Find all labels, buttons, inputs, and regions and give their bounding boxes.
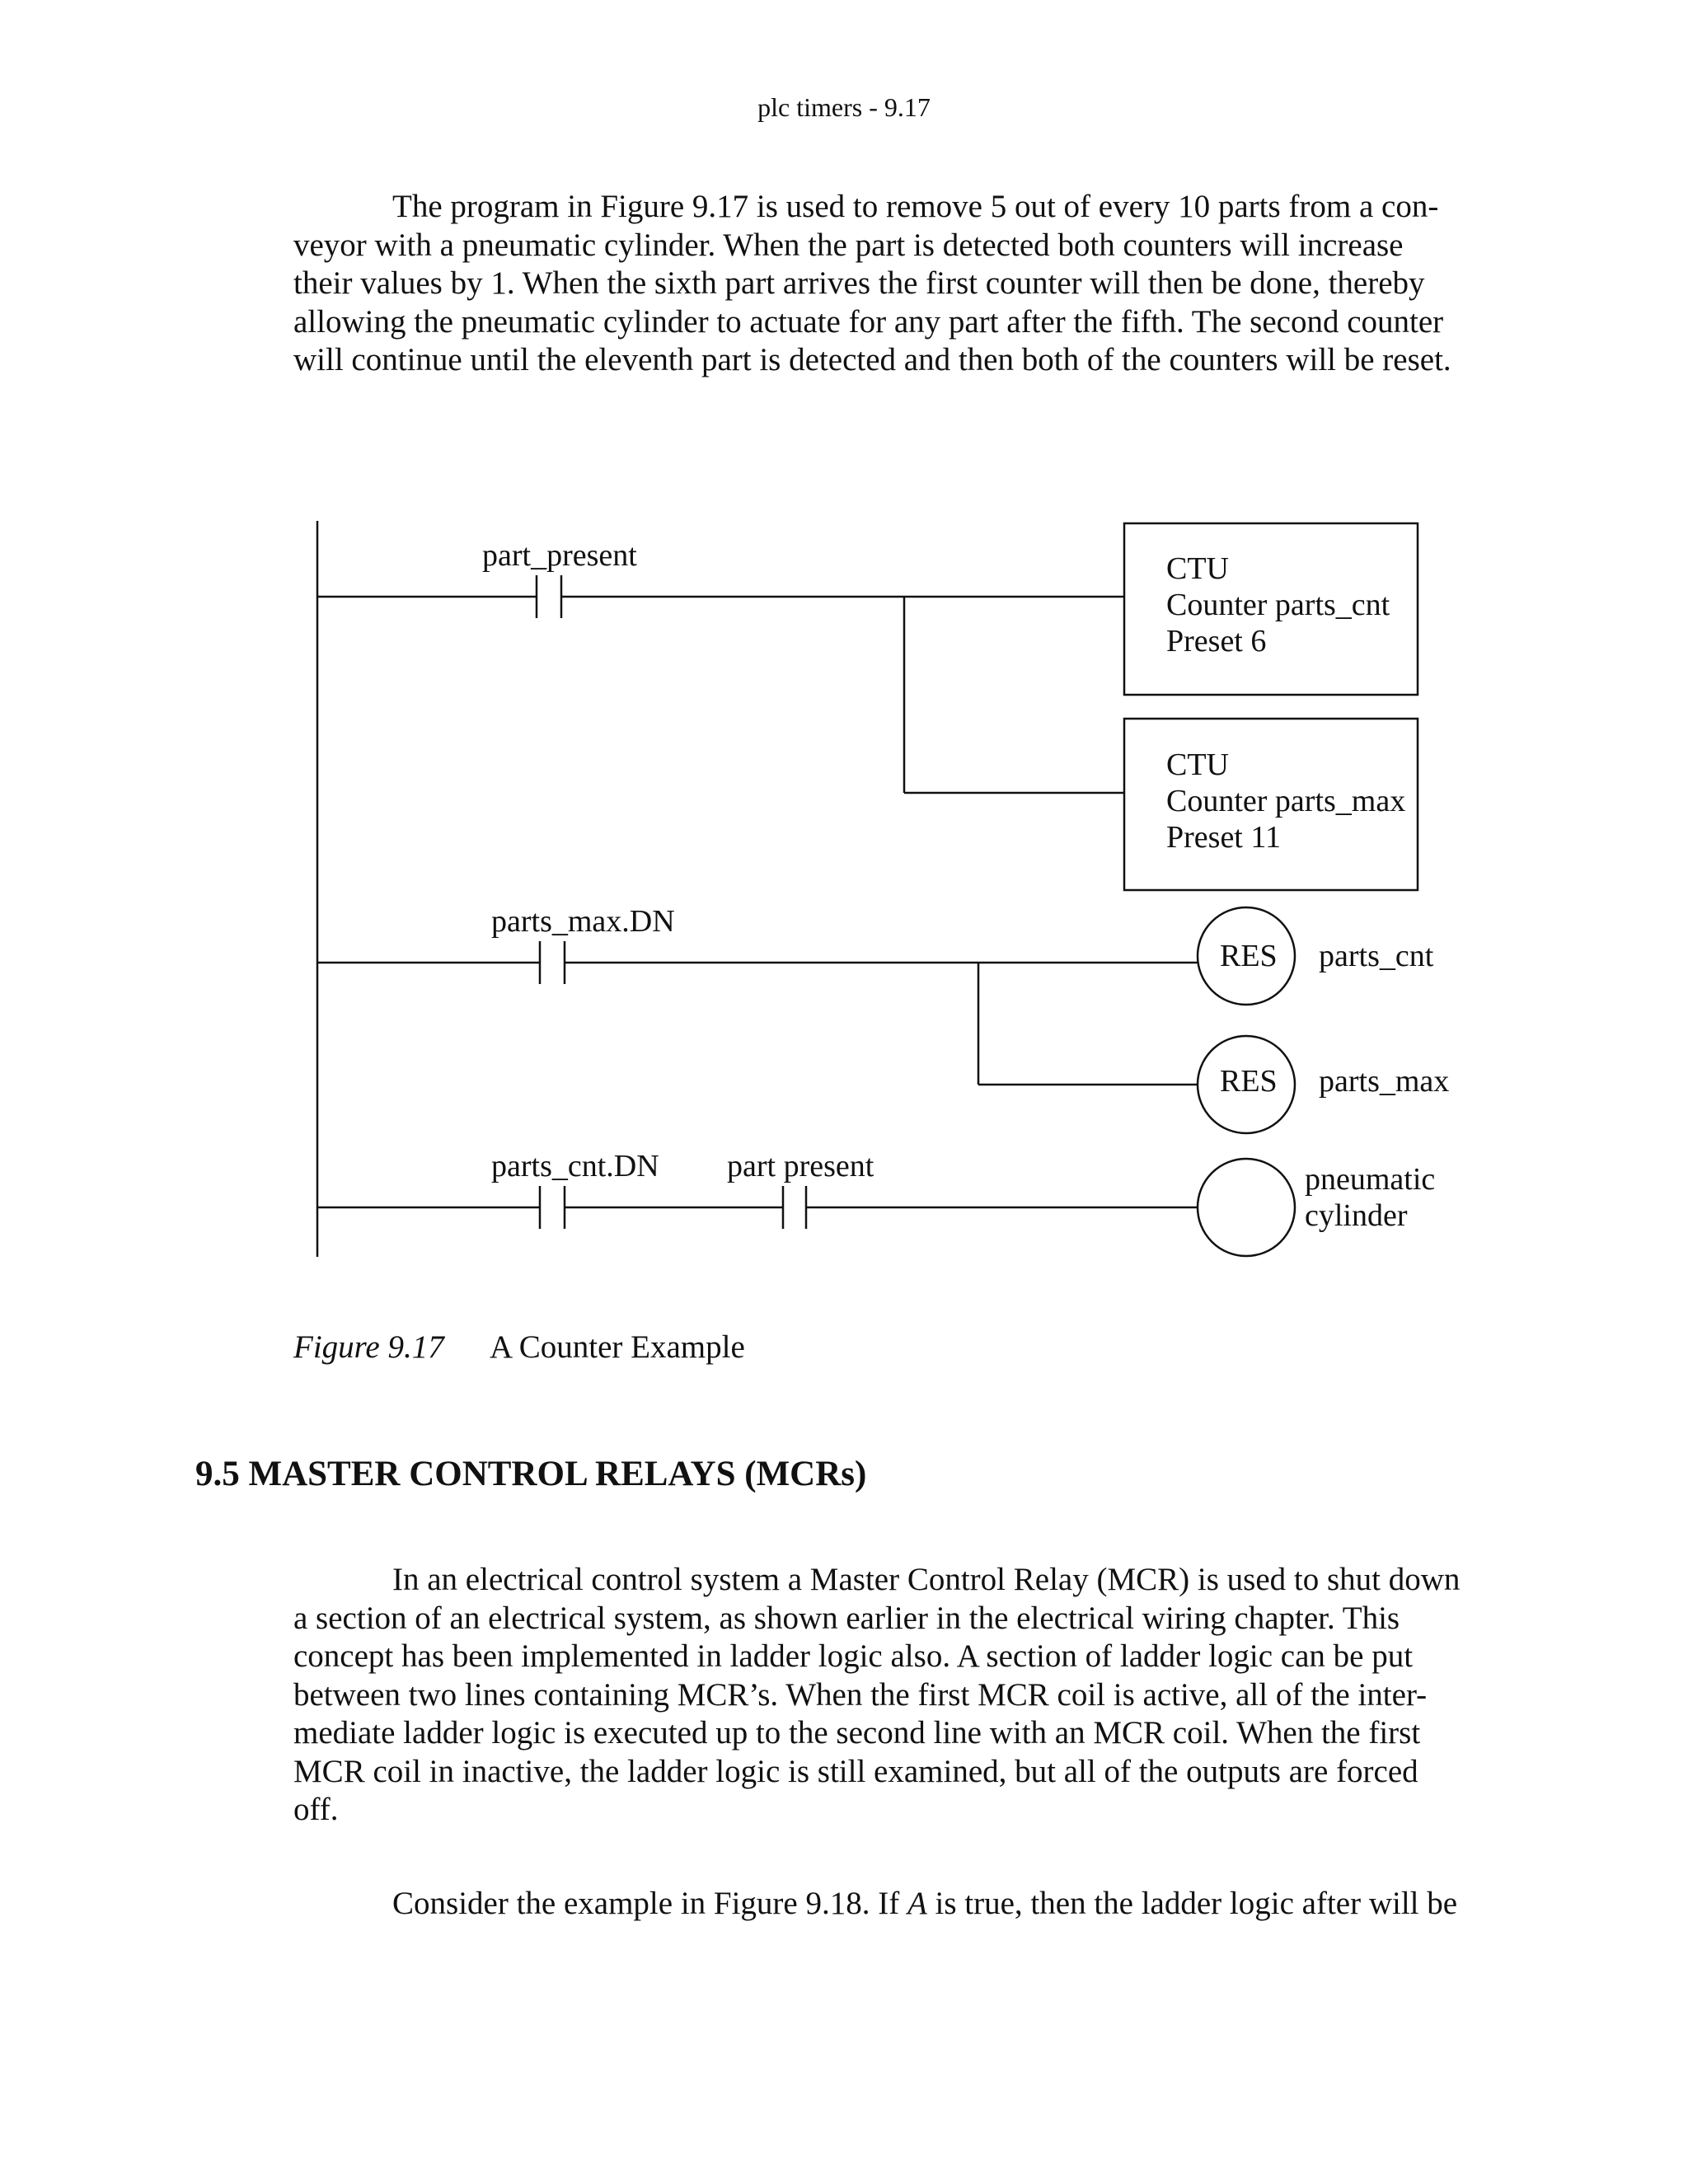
ctu1-preset: Preset 6 bbox=[1166, 624, 1267, 658]
consider-paragraph bbox=[293, 1885, 1480, 1924]
mcr-line-7: off. bbox=[293, 1792, 339, 1827]
mcr-line-4: between two lines containing MCR’s. When the first MCR coil is active, all of the inter- bbox=[293, 1676, 1428, 1713]
ctu1-counter: Counter parts_cnt bbox=[1166, 588, 1390, 622]
res1-label: RES bbox=[1220, 939, 1278, 973]
intro-line-4: allowing the pneumatic cylinder to actuate for any part after the fifth. The second counter bbox=[293, 303, 1444, 340]
mcr-line-1: In an electrical control system a Master Control Relay (MCR) is used to shut down bbox=[392, 1562, 1461, 1597]
label-part-present-2: part present bbox=[727, 1149, 874, 1183]
output-label-line2: cylinder bbox=[1305, 1198, 1408, 1233]
figure-title: A Counter Example bbox=[490, 1329, 745, 1365]
mcr-line-6: MCR coil in inactive, the ladder logic is still examined, but all of the outputs are forced bbox=[293, 1753, 1418, 1789]
res1-tag: parts_cnt bbox=[1319, 939, 1434, 973]
output-label-line1: pneumatic bbox=[1305, 1162, 1436, 1197]
output-coil-pneumatic-cylinder bbox=[1198, 1159, 1295, 1256]
ctu2-preset: Preset 11 bbox=[1166, 820, 1281, 855]
section-heading: 9.5 MASTER CONTROL RELAYS (MCRs) bbox=[195, 1455, 867, 1493]
label-parts-cnt-dn: parts_cnt.DN bbox=[491, 1149, 659, 1183]
res2-tag: parts_max bbox=[1319, 1064, 1450, 1099]
ctu2-counter: Counter parts_max bbox=[1166, 784, 1406, 818]
page-header: plc timers - 9.17 bbox=[757, 92, 931, 122]
mcr-paragraph bbox=[293, 1561, 1480, 1830]
intro-line-1: The program in Figure 9.17 is used to remove 5 out of every 10 parts from a con- bbox=[392, 189, 1439, 224]
figure-number: Figure 9.17 bbox=[293, 1329, 444, 1365]
consider-line-1: Consider the example in Figure 9.18. If A is true, then the ladder logic after will be bbox=[392, 1886, 1458, 1921]
res2-label: RES bbox=[1220, 1064, 1278, 1099]
mcr-line-5: mediate ladder logic is executed up to the second line with an MCR coil. When the first bbox=[293, 1715, 1421, 1750]
mcr-line-2: a section of an electrical system, as shown earlier in the electrical wiring chapter. This bbox=[293, 1600, 1400, 1636]
intro-line-2: veyor with a pneumatic cylinder. When the part is detected both counters will increase bbox=[293, 227, 1404, 263]
figure-caption bbox=[293, 1329, 745, 1366]
ctu1-type: CTU bbox=[1166, 551, 1229, 586]
ctu2-type: CTU bbox=[1166, 748, 1229, 782]
mcr-line-3: concept has been implemented in ladder logic also. A section of ladder logic can be put bbox=[293, 1638, 1414, 1674]
intro-line-3: their values by 1. When the sixth part arrives the first counter will then be done, thereby bbox=[293, 265, 1425, 301]
intro-line-5: will continue until the eleventh part is detected and then both of the counters will be reset. bbox=[293, 342, 1451, 377]
label-parts-max-dn: parts_max.DN bbox=[491, 904, 675, 939]
label-part-present: part_present bbox=[482, 538, 637, 573]
